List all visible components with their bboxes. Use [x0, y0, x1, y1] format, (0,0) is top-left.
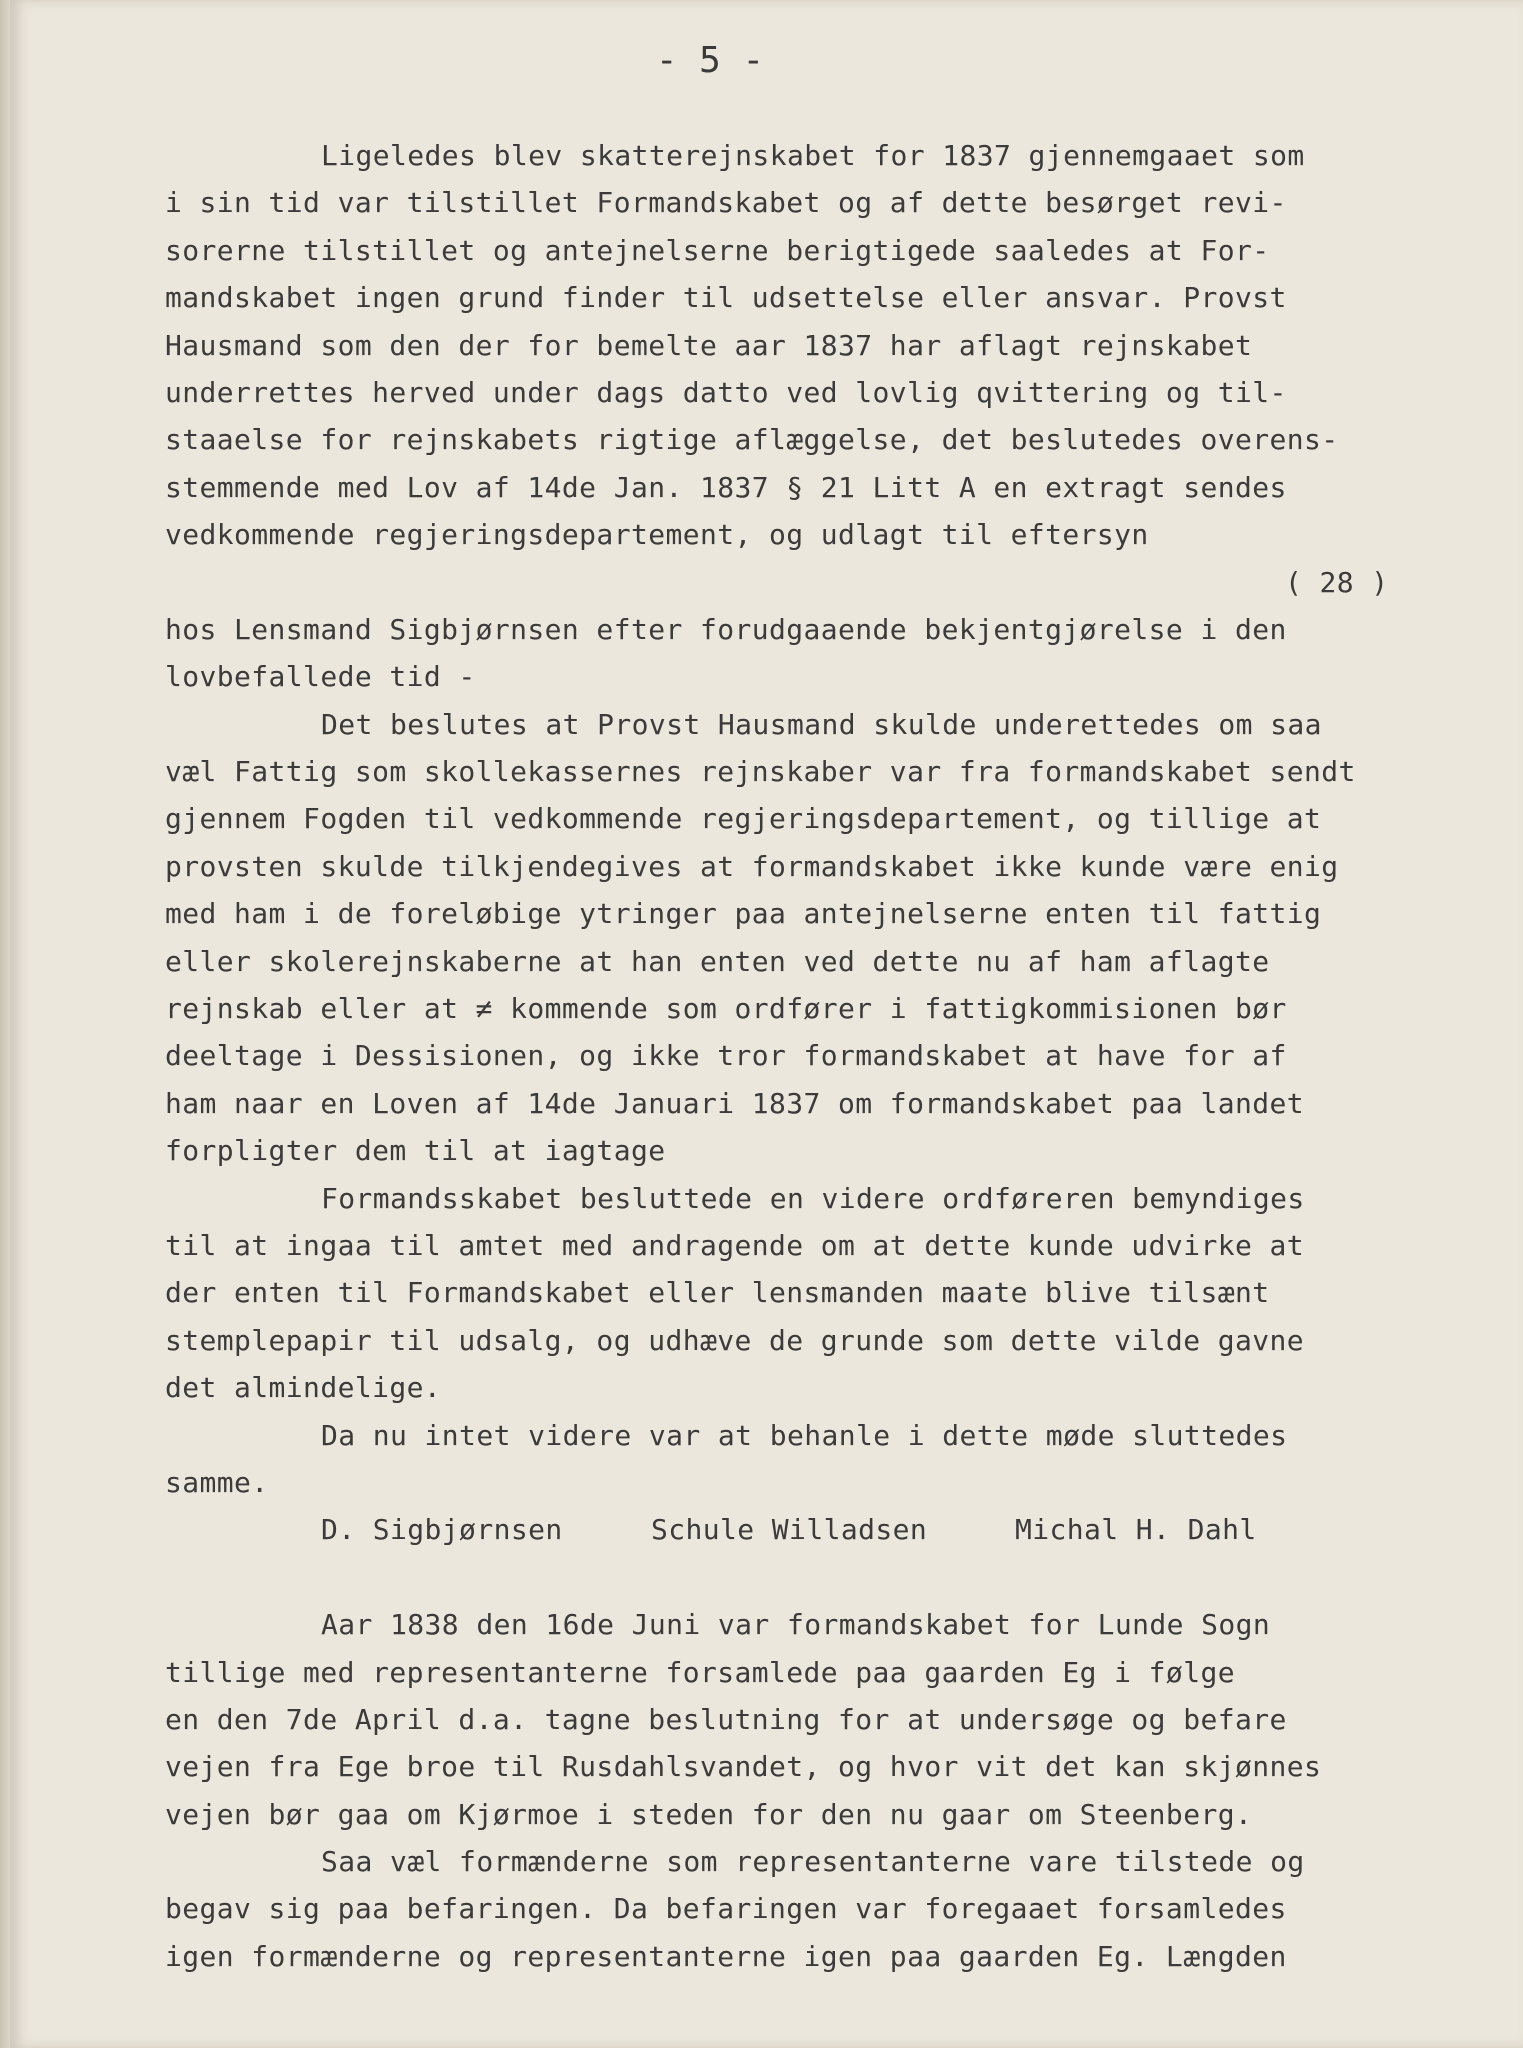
text-line: vejen bør gaa om Kjørmoe i steden for den nu gaar om Steenberg.: [165, 1797, 1253, 1831]
text-line: Saa væl formænderne som representanterne vare tilstede og: [321, 1845, 1305, 1879]
text-line: gjennem Fogden til vedkommende regjeringsdepartement, og tillige at: [165, 802, 1322, 836]
signature-line: [165, 1506, 1505, 1553]
document-page: [10, 0, 1523, 2048]
text-line: samme.: [165, 1465, 269, 1499]
text-line: rejnskab eller at ≠ kommende som ordfører i fattigkommisionen bør: [165, 992, 1287, 1026]
text-line: provsten skulde tilkjendegives at formandskabet ikke kunde være enig: [165, 849, 1339, 883]
text-line: til at ingaa til amtet med andragende om at dette kunde udvirke at: [165, 1228, 1304, 1262]
text-line: forpligter dem til at iagtage: [165, 1134, 666, 1168]
text-line: stemplepapir til udsalg, og udhæve de grunde som dette vilde gavne: [165, 1323, 1304, 1357]
blank-line: [165, 1554, 1505, 1601]
text-line: eller skolerejnskaberne at han enten ved dette nu af ham aflagte: [165, 944, 1270, 978]
signature: Schule Willadsen: [651, 1513, 928, 1547]
marginal-page-reference: ( 28 ): [1285, 565, 1389, 599]
signature: Michal H. Dahl: [1015, 1513, 1257, 1547]
text-line: sorerne tilstillet og antejnelserne berigtigede saaledes at For-: [165, 233, 1270, 267]
page-number: - 5 -: [655, 40, 765, 81]
text-line: staaelse for rejnskabets rigtige aflæggelse, det beslutedes overens-: [165, 423, 1339, 457]
text-line: tillige med representanterne forsamlede paa gaarden Eg i følge: [165, 1655, 1235, 1689]
text-line: Ligeledes blev skatterejnskabet for 1837 gjennemgaaet som: [321, 139, 1305, 172]
text-line: Det beslutes at Provst Hausmand skulde underettedes om saa: [321, 707, 1322, 741]
text-line: vejen fra Ege broe til Rusdahlsvandet, og hvor vit det kan skjønnes: [165, 1750, 1322, 1784]
text-line: en den 7de April d.a. tagne beslutning for at undersøge og befare: [165, 1702, 1287, 1736]
text-line: begav sig paa befaringen. Da befaringen var foregaaet forsamledes: [165, 1892, 1287, 1926]
text-line: der enten til Formandskabet eller lensmanden maate blive tilsænt: [165, 1276, 1270, 1310]
text-line: stemmende med Lov af 14de Jan. 1837 § 21 Litt A en extragt sendes: [165, 470, 1287, 504]
text-line: lovbefallede tid -: [165, 660, 476, 694]
text-line: vedkommende regjeringsdepartement, og udlagt til eftersyn: [165, 518, 1149, 552]
text-line: væl Fattig som skollekassernes rejnskaber var fra formandskabet sendt: [165, 755, 1356, 789]
text-line: med ham i de foreløbige ytringer paa antejnelserne enten til fattig: [165, 897, 1322, 931]
text-line: Formandsskabet besluttede en videre ordføreren bemyndiges: [321, 1181, 1305, 1215]
signature: D. Sigbjørnsen: [321, 1513, 563, 1547]
text-line: hos Lensmand Sigbjørnsen efter forudgaaende bekjentgjørelse i den: [165, 612, 1287, 646]
text-line: Hausmand som den der for bemelte aar 1837 har aflagt rejnskabet: [165, 328, 1253, 362]
page-left-edge: [0, 0, 10, 2048]
document-body: [165, 132, 1505, 1980]
text-line: deeltage i Dessisionen, og ikke tror formandskabet at have for af: [165, 1039, 1287, 1073]
text-line: mandskabet ingen grund finder til udsettelse eller ansvar. Provst: [165, 281, 1287, 315]
text-line: igen formænderne og representanterne igen paa gaarden Eg. Længden: [165, 1939, 1287, 1973]
text-line: i sin tid var tilstillet Formandskabet og af dette besørget revi-: [165, 186, 1287, 220]
text-line: det almindelige.: [165, 1371, 442, 1405]
text-line: ham naar en Loven af 14de Januari 1837 om formandskabet paa landet: [165, 1086, 1304, 1120]
text-line: Da nu intet videre var at behanle i dette møde sluttedes: [321, 1418, 1288, 1452]
text-line: Aar 1838 den 16de Juni var formandskabet for Lunde Sogn: [321, 1608, 1271, 1642]
text-line: underrettes herved under dags datto ved lovlig qvittering og til-: [165, 375, 1287, 409]
